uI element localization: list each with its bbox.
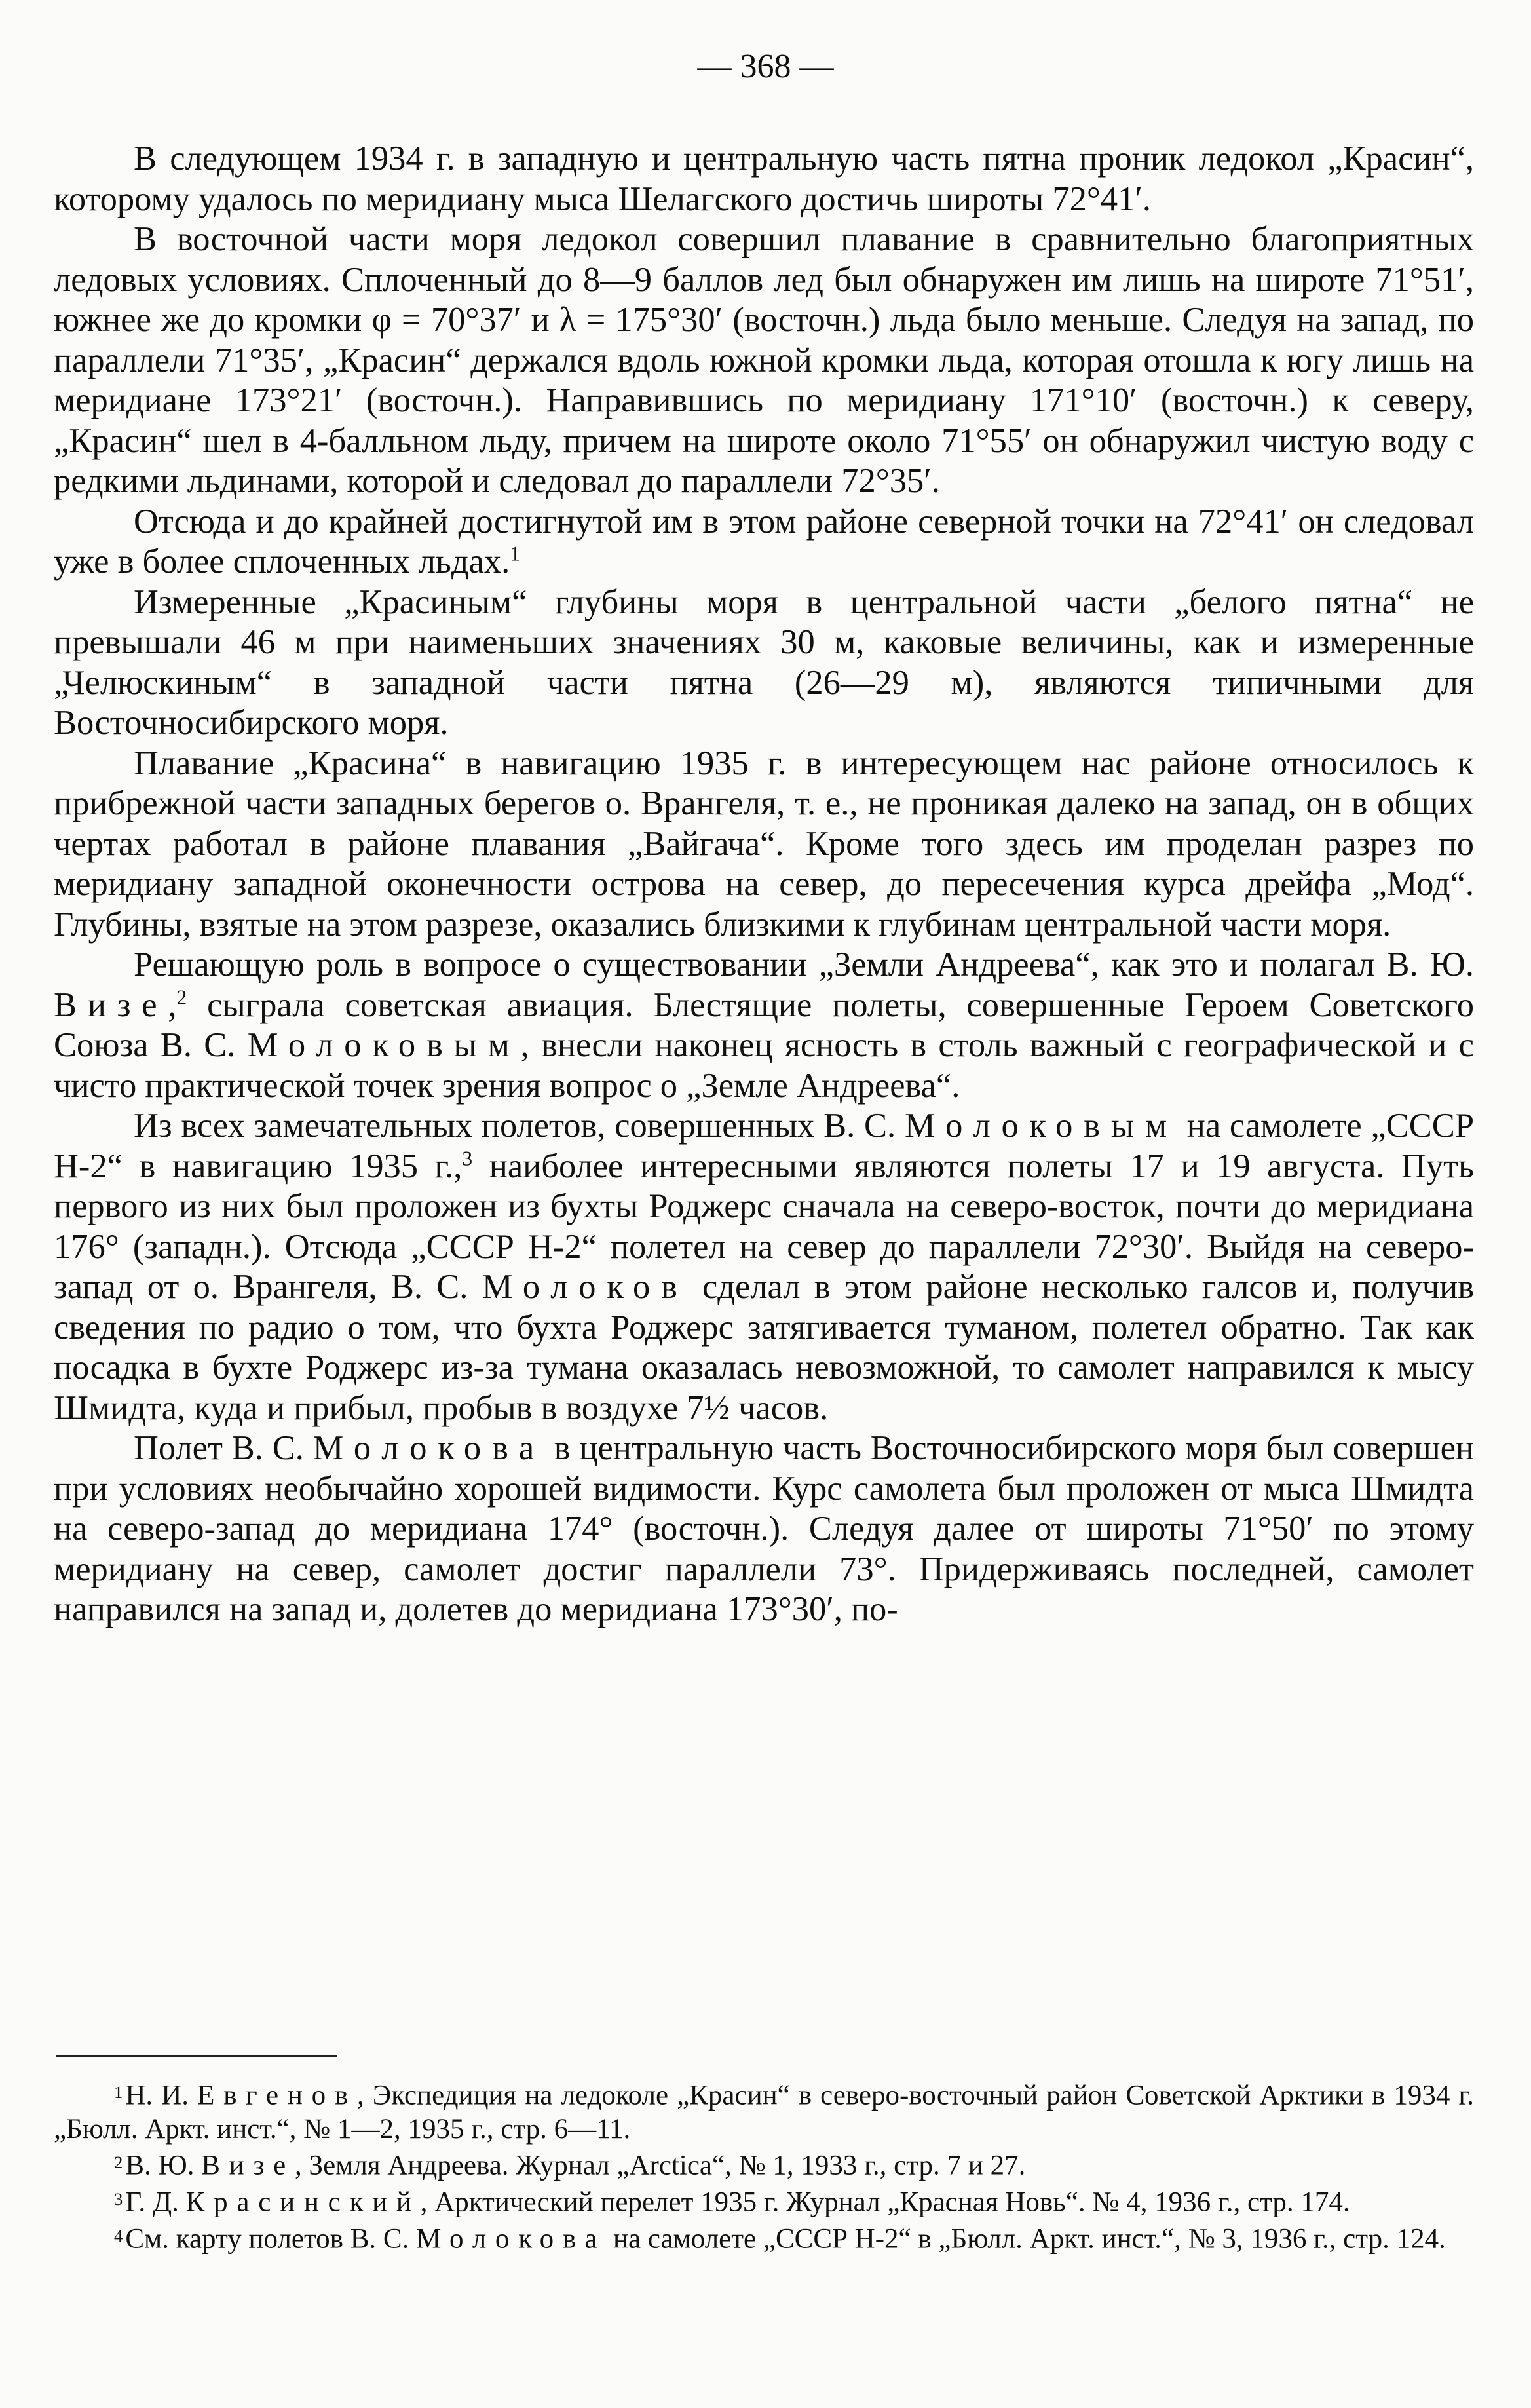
footnotes: [54, 2076, 1474, 2256]
footnote-1: $^1$Н. И. Евгенов, Экспедиция на ледоколе „Красин“ в северо-восточный район Советской Арктики в 1934 г. „Бюлл. Аркт. инст.“, № 1—2, 1935 г., стр. 6—11.: [54, 2080, 1475, 2145]
footnote-divider: [56, 2055, 337, 2057]
spaced-name: Молокова: [416, 2223, 607, 2255]
spaced-name: Молокова: [312, 1429, 545, 1467]
footnote-2: $^2$В. Ю. Визе, Земля Андреева. Журнал „Arctica“, № 1, 1933 г., стр. 7 и 27.: [114, 2150, 1026, 2181]
spaced-name: Евгенов: [197, 2080, 357, 2111]
paragraph-2: В восточной части моря ледокол совершил плавание в сравнительно благоприятных ледовых условиях. Сплоченный до 8—9 баллов лед был обнаружен им лишь на широте 71°51′, южнее же до кромки φ = 70°37′ и λ = 175°30′ (восточн.) льда было меньше. Следуя на запад, по параллели 71°35′, „Красин“ держался вдоль южной кромки льда, которая отошла к югу лишь на меридиане 173°21′ (восточн.). Направившись по меридиану 171°10′ (восточн.) к северу, „Красин“ шел в 4-балльном льду, причем на широте около 71°55′ он обнаружил чистую воду с редкими льдинами, которой и следовал до параллели 72°35′.: [54, 220, 1474, 500]
spaced-name: Молоков: [482, 1268, 689, 1306]
spaced-name: Красинский: [185, 2187, 421, 2218]
paragraph-5: Плавание „Красина“ в навигацию 1935 г. в интересующем нас районе относилось к прибрежной части западных берегов о. Врангеля, т. е., не проникая далеко на запад, он в общих чертах работал в районе плавания „Вайгача“. Кроме того здесь им проделан разрез по меридиану западной оконечности острова на север, до пересечения курса дрейфа „Мод“. Глубины, взятые на этом разрезе, оказались близкими к глубинам центральной части моря.: [54, 744, 1474, 944]
paragraph-6: Решающую роль в вопросе о существовании „Земли Андреева“, как это и полагал В. Ю. Визе,$^2$ сыграла советская авиация. Блестящие полеты, совершенные Героем Советского Союза В. С. Молоковым, внесли наконец ясность в столь важный с географической и с чисто практической точек зрения вопрос о „Земле Андреева“.: [54, 946, 1474, 1105]
footnote-marker: 1: [114, 2082, 123, 2102]
page-number: — 368 —: [697, 48, 834, 85]
footnote-ref-1: 1: [510, 542, 520, 565]
paragraph-7: Из всех замечательных полетов, совершенных В. С. Молоковым на самолете „СССР Н-2“ в навигацию 1935 г.,$^3$ наиболее интересными являются полеты 17 и 19 августа. Путь первого из них был проложен из бухты Роджерс сначала на северо-восток, почти до меридиана 176° (западн.). Отсюда „СССР Н-2“ полетел на север до параллели 72°30′. Выйдя на северо-запад от о. Врангеля, В. С. Молоков сделал в этом районе несколько галсов и, получив сведения по радио о том, что бухта Роджерс затягивается туманом, полетел обратно. Так как посадка в бухте Роджерс из-за тумана оказалась невозможной, то самолет направился к мысу Шмидта, куда и прибыл, пробыв в воздухе 7½ часов.: [54, 1107, 1475, 1427]
footnote-ref-3: 3: [462, 1147, 473, 1170]
footnote-ref-2: 2: [176, 985, 187, 1008]
footnote-3: $^3$Г. Д. Красинский, Арктический перелет 1935 г. Журнал „Красная Новь“. № 4, 1936 г., стр. 174.: [114, 2187, 1350, 2218]
spaced-name: Визе: [54, 985, 168, 1024]
paragraph-1: В следующем 1934 г. в западную и центральную часть пятна проник ледокол „Красин“, которому удалось по меридиану мыса Шелагского достичь широты 72°41′.: [54, 140, 1474, 218]
footnote-marker: 3: [114, 2189, 123, 2209]
paragraph-4: Измеренные „Красиным“ глубины моря в центральной части „белого пятна“ не превышали 46 м при наименьших значениях 30 м, каковые величины, как и измеренные „Челюскиным“ в западной части пятна (26—29 м), являются типичными для Восточносибирского моря.: [54, 583, 1474, 742]
paragraph-3: Отсюда и до крайней достигнутой им в этом районе северной точки на 72°41′ он следовал уже в более сплоченных льдах.$^1$: [54, 502, 1474, 581]
footnote-marker: 2: [114, 2152, 123, 2173]
spaced-name: Молоковым: [904, 1107, 1178, 1145]
main-text: [54, 139, 1474, 1630]
footnote-4: $^4$См. карту полетов В. С. Молокова на самолете „СССР Н-2“ в „Бюлл. Аркт. инст.“, № 3, 1936 г., стр. 124.: [114, 2223, 1446, 2255]
paragraph-8: Полет В. С. Молокова в центральную часть Восточносибирского моря был совершен при условиях необычайно хорошей видимости. Курс самолета был проложен от мыса Шмидта на северо-запад до меридиана 174° (восточн.). Следуя далее от широты 71°50′ по этому меридиану на север, самолет достиг параллели 73°. Придерживаясь последней, самолет направился на запад и, долетев до меридиана 173°30′, по-: [54, 1429, 1475, 1628]
spaced-name: Визе: [201, 2150, 295, 2181]
spaced-name: Молоковым: [247, 1026, 521, 1064]
footnote-marker: 4: [114, 2225, 123, 2246]
